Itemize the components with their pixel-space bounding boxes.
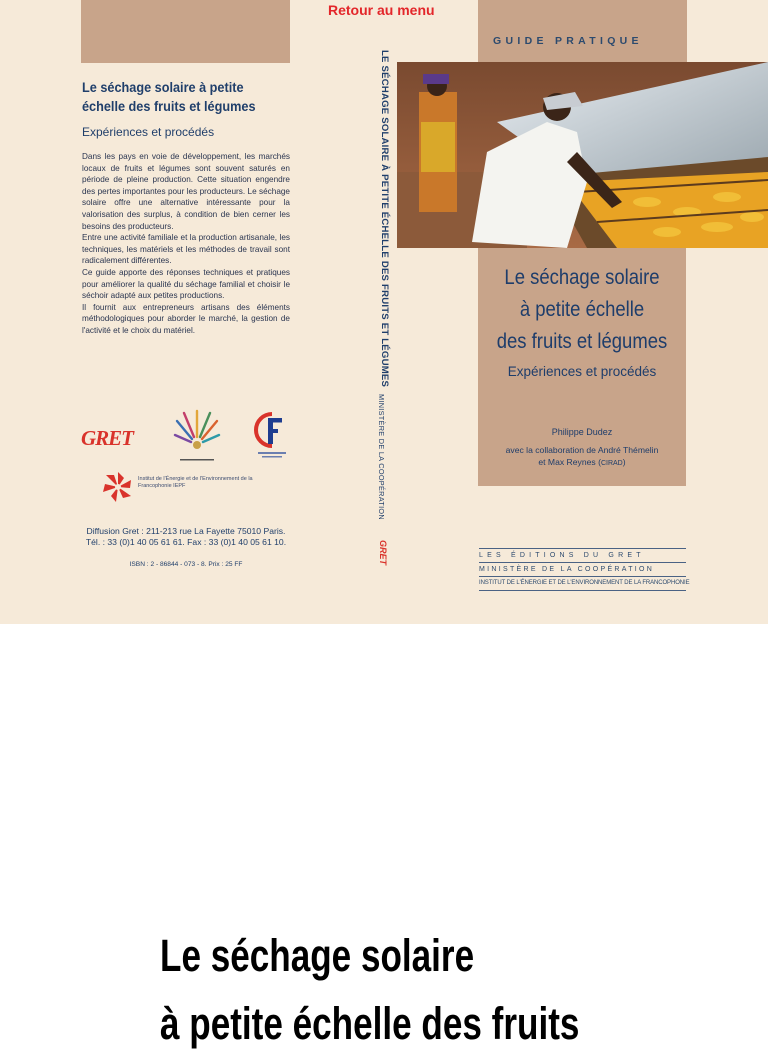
divider: [479, 590, 686, 591]
author-name: Philippe Dudez: [551, 427, 613, 437]
back-cover-header-block: [81, 0, 290, 63]
description-paragraph: Dans les pays en voie de développement, les marchés locaux de fruits et légumes sont souvent saturés en période de pleine production. Cette situation engendre des pertes importantes pour les producteurs. Le séchage solaire offre une alternative intéressante pour la valorisation des surplus, à condition de bien cerner les besoins des producteurs.: [82, 152, 290, 231]
diffusion-address: Diffusion Gret : 211-213 rue La Fayette 75010 Paris.: [86, 526, 286, 536]
description-paragraph: Ce guide apporte des réponses techniques et pratiques pour améliorer la qualité du séchage familial et choisir le séchoir adapté aux petites productions.: [82, 267, 290, 301]
title-line: des fruits et légumes: [496, 330, 668, 353]
gret-logo: GRET: [81, 426, 134, 450]
back-cover-title: Le séchage solaire à petite échelle des fruits et légumes: [82, 80, 256, 114]
publisher-ministry: MINISTÈRE DE LA COOPÉRATION: [479, 566, 655, 573]
diffusion-phone: Tél. : 33 (0)1 40 05 61 61. Fax : 33 (0)1 40 05 61 10.: [85, 537, 287, 548]
cirad-label: CIRAD: [600, 459, 623, 467]
publisher-list: [479, 548, 690, 591]
collaborators: [478, 445, 686, 469]
front-cover-header-block: [478, 0, 687, 63]
front-cover-subtitle: Expériences et procédés: [507, 364, 657, 379]
title-line: Le séchage solaire: [504, 266, 660, 289]
spine-ministry: MINISTÈRE DE LA COOPÉRATION: [377, 394, 386, 520]
diffusion-info: [82, 526, 290, 549]
description-paragraph: Entre une activité familiale et la production artisanale, les techniques, les matériels et les méthodes de travail sont radicalement différentes.: [82, 233, 290, 266]
title-page-heading: [160, 922, 644, 1058]
spine-gret-logo: GRET: [378, 540, 388, 566]
iepf-logo-text: Institut de l'Énergie et de l'Environnement de la Francophonie IEPF: [138, 476, 253, 489]
collaborator-line: avec la collaboration de André Thémelin: [505, 445, 659, 455]
collaborator-suffix: ): [622, 456, 626, 467]
collaborator-prefix: et Max Reynes (: [538, 456, 601, 467]
isbn-price: ISBN : 2 - 86844 - 073 - 8. Prix : 25 FF: [129, 561, 243, 568]
cover-photo: [397, 62, 768, 248]
cooperation-logo-icon: [254, 410, 290, 460]
title-line: à petite échelle: [519, 298, 645, 321]
publisher-iepf: INSTITUT DE L'ÉNERGIE ET DE L'ENVIRONNEMENT DE LA FRANCOPHONIE: [479, 580, 690, 586]
description-paragraph: Il fournit aux entrepreneurs artisans des éléments méthodologiques pour aborder le marché, la gestion de l'activité et le choix du matériel.: [82, 302, 290, 335]
title-page-line: à petite échelle des fruits: [160, 998, 580, 1049]
back-cover-description: [82, 151, 290, 337]
series-label: GUIDE PRATIQUE: [493, 35, 643, 47]
title-page-line: Le séchage solaire: [160, 930, 475, 981]
partner-logo-icon: [172, 405, 222, 465]
spine-title: LE SÉCHAGE SOLAIRE À PETITE ÉCHELLE DES FRUITS ET LÉGUMES: [379, 50, 390, 388]
back-to-menu-link[interactable]: Retour au menu: [328, 2, 435, 18]
back-cover-subtitle: Expériences et procédés: [82, 125, 215, 139]
publisher-gret: LES ÉDITIONS DU GRET: [479, 552, 645, 559]
front-cover-title: [490, 262, 673, 358]
iepf-logo-icon: [100, 470, 136, 504]
collaborator-line: [478, 457, 686, 470]
